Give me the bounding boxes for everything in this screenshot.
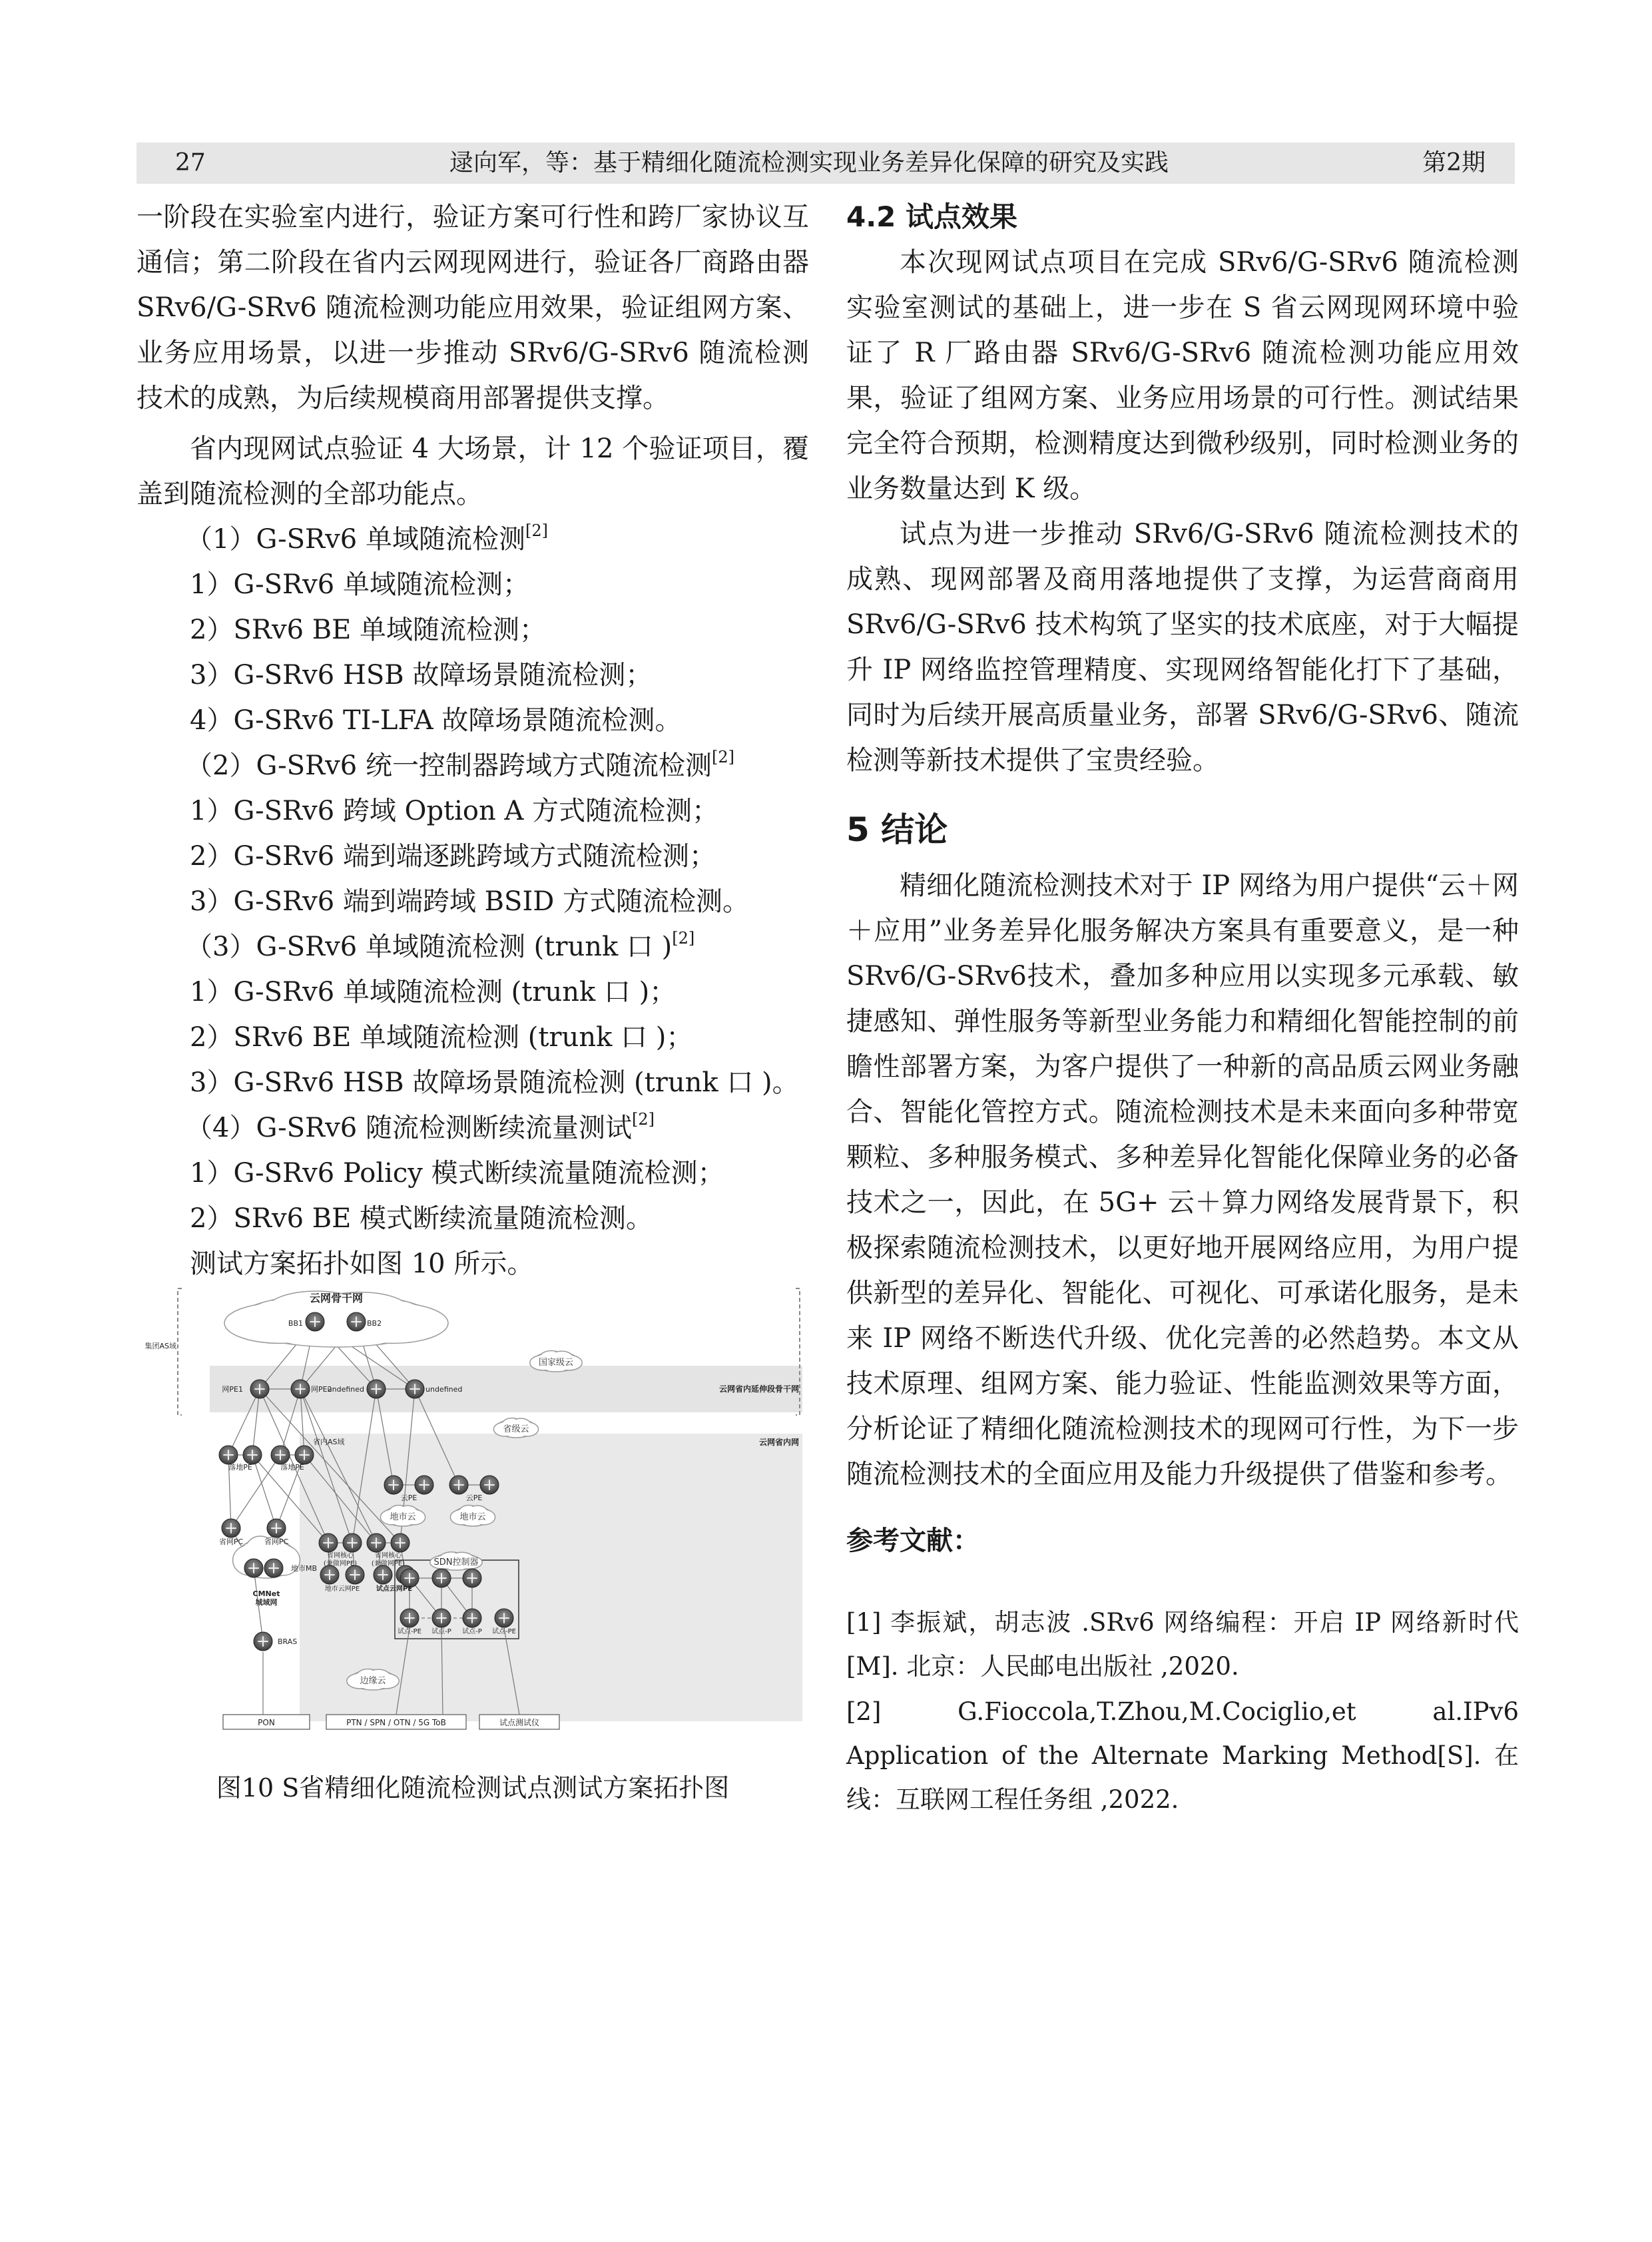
- diagram-label: PON: [258, 1718, 275, 1727]
- verification-item-list: [137, 517, 809, 1286]
- diagram-label: BRAS: [278, 1637, 298, 1646]
- router-icon: [367, 1534, 386, 1552]
- router-icon: [291, 1380, 310, 1398]
- verification-item-text: （1）G-SRv6 单域随流检测: [186, 524, 525, 555]
- router-icon: [319, 1534, 338, 1552]
- router-icon: [346, 1565, 364, 1584]
- diagram-label: (兼做网PE): [323, 1560, 358, 1567]
- verification-item-text: （2）G-SRv6 统一控制器跨域方式随流检测: [186, 750, 712, 781]
- running-title: 逯向军，等：基于精细化随流检测实现业务差异化保障的研究及实践: [449, 149, 1169, 176]
- verification-item: [137, 879, 809, 924]
- topology-diagram: [137, 1282, 809, 1748]
- verification-item: [137, 607, 809, 653]
- router-icon: [480, 1476, 499, 1494]
- router-icon: [243, 1446, 262, 1464]
- verification-item-text: 2）SRv6 BE 单域随流检测 (trunk 口 )；: [190, 1022, 693, 1053]
- diagram-label: 试点测试仪: [499, 1718, 540, 1727]
- verification-item: [137, 788, 809, 834]
- router-icon: [222, 1519, 240, 1538]
- reference-2: [2] G.Fioccola,T.Zhou,M.Cociglio,et al.IPv6 Application of the Alternate Marking Method[S]. 在线：互联网工程任务组 ,2022.: [846, 1697, 1519, 1814]
- diagram-label: 省网PC: [264, 1538, 289, 1546]
- verification-item: [137, 924, 809, 970]
- diagram-label: 省网核心: [375, 1552, 402, 1559]
- diagram-label: 云PE: [465, 1494, 483, 1502]
- diagram-label: 省网核心: [327, 1552, 354, 1559]
- router-icon: [343, 1534, 362, 1552]
- diagram-label: 试点云网PE: [376, 1585, 413, 1593]
- reference-1: [1] 李振斌，胡志波 .SRv6 网络编程：开启 IP 网络新时代 [M]. 北京：人民邮电出版社 ,2020.: [846, 1608, 1519, 1681]
- cloud-label: 国家级云: [538, 1358, 574, 1368]
- router-icon: [264, 1559, 283, 1577]
- citation-marker: [2]: [525, 521, 548, 540]
- router-icon: [406, 1380, 424, 1398]
- verification-item: [137, 1105, 809, 1151]
- diagram-label: undefined: [425, 1385, 463, 1394]
- router-icon: [495, 1609, 513, 1627]
- router-icon: [295, 1446, 314, 1464]
- diagram-label: 云网省内网: [758, 1438, 799, 1447]
- diagram-label: 网PE1: [222, 1385, 243, 1394]
- verification-item-text: （4）G-SRv6 随流检测断续流量测试: [186, 1113, 632, 1143]
- diagram-label: 城域网: [255, 1598, 278, 1607]
- router-icon: [432, 1609, 451, 1627]
- right-column: [846, 194, 1527, 1823]
- verification-item: [137, 1241, 809, 1286]
- diagram-label: 集团AS域: [144, 1342, 176, 1350]
- left-column: [137, 194, 818, 1286]
- diagram-label: PTN / SPN / OTN / 5G ToB: [346, 1718, 446, 1727]
- diagram-label: 试点-PE: [492, 1628, 516, 1635]
- paragraph-continued: 一阶段在实验室内进行，验证方案可行性和跨厂家协议互通信；第二阶段在省内云网现网进行，验证各厂商路由器 SRv6/G-SRv6 随流检测功能应用效果，验证组网方案、业务应用场景，以进一步推动 SRv6/G-SRv6 随流检测技术的成熟，为后续规模商用部署提供支撑。: [137, 202, 818, 414]
- verification-item-text: 3）G-SRv6 HSB 故障场景随流检测；: [190, 660, 653, 691]
- section-heading-4-2: 4.2 试点效果: [846, 200, 1018, 233]
- router-icon: [463, 1569, 481, 1587]
- router-icon: [384, 1476, 403, 1494]
- verification-item: [137, 743, 809, 788]
- diagram-label: 云PE: [400, 1494, 417, 1502]
- diagram-label: 网PE2: [311, 1385, 332, 1394]
- router-icon: [347, 1312, 366, 1331]
- group-as-bracket: [178, 1288, 182, 1415]
- diagram-label: 云网骨干网: [309, 1292, 364, 1304]
- router-icon: [254, 1632, 272, 1651]
- router-icon: [306, 1312, 324, 1331]
- verification-item: [137, 1060, 809, 1105]
- diagram-label: 地市云网PE: [324, 1585, 360, 1593]
- router-icon: [391, 1534, 410, 1552]
- router-icon: [267, 1519, 286, 1538]
- router-icon: [244, 1559, 263, 1577]
- router-icon: [320, 1565, 339, 1584]
- diagram-label: 落地PE: [280, 1463, 304, 1472]
- verification-item-text: 4）G-SRv6 TI-LFA 故障场景随流检测。: [190, 705, 682, 736]
- diagram-label: 试点-P: [431, 1628, 451, 1635]
- page-number: 27: [175, 149, 206, 176]
- verification-item: [137, 562, 809, 607]
- cloud-label: 地市云: [390, 1512, 416, 1522]
- cloud-label: 地市云: [459, 1512, 486, 1522]
- router-icon: [374, 1565, 392, 1584]
- verification-item: [137, 653, 809, 698]
- figure-caption: 图10 S省精细化随流检测试点测试方案拓扑图: [216, 1773, 730, 1803]
- verification-item: [137, 698, 809, 743]
- verification-item: [137, 517, 809, 562]
- citation-marker: [2]: [631, 1110, 655, 1129]
- router-icon: [432, 1569, 451, 1587]
- diagram-label: BB1: [288, 1319, 303, 1328]
- diagram-label: 落地PE: [228, 1463, 252, 1472]
- router-icon: [367, 1380, 386, 1398]
- verification-item-text: 3）G-SRv6 HSB 故障场景随流检测 (trunk 口 )。: [190, 1067, 799, 1098]
- diagram-label: undefined: [327, 1385, 364, 1394]
- diagram-label: BB2: [367, 1319, 382, 1328]
- router-icon: [400, 1569, 419, 1587]
- running-header: [137, 142, 1515, 184]
- paragraph-pilot-support: 试点为进一步推动 SRv6/G-SRv6 随流检测技术的成熟、现网部署及商用落地提供了支撑，为运营商商用 SRv6/G-SRv6 技术构筑了坚实的技术底座，对于大幅提升 IP 网络监控管理精度、实现网络智能化打下了基础，同时为后续开展高质量业务，部署 SRv6/G-SRv6、随流检测等新技术提供了宝贵经验。: [846, 519, 1527, 776]
- verification-item-text: 1）G-SRv6 跨域 Option A 方式随流检测；: [190, 796, 719, 826]
- section-heading-5: 5 结论: [846, 810, 948, 849]
- verification-item: [137, 834, 809, 879]
- issue-number: 第2期: [1422, 149, 1486, 176]
- citation-marker: [2]: [672, 929, 695, 948]
- verification-item: [137, 1151, 809, 1196]
- cloud-label: SDN控制器: [433, 1557, 479, 1567]
- verification-item-text: 2）SRv6 BE 模式断续流量随流检测。: [190, 1203, 653, 1234]
- paragraph-scenarios: 省内现网试点验证 4 大场景，计 12 个验证项目，覆盖到随流检测的全部功能点。: [137, 433, 809, 509]
- cloud-label: 省级云: [503, 1424, 529, 1434]
- verification-item: [137, 970, 809, 1015]
- diagram-label: 云网省内延伸段骨干网: [718, 1384, 799, 1394]
- verification-item: [137, 1015, 809, 1060]
- cloud-label: 边缘云: [360, 1676, 386, 1686]
- references-heading: 参考文献：: [846, 1526, 979, 1556]
- router-icon: [271, 1446, 290, 1464]
- verification-item-text: （3）G-SRv6 单域随流检测 (trunk 口 ): [186, 932, 673, 962]
- verification-item-text: 3）G-SRv6 端到端跨域 BSID 方式随流检测。: [190, 886, 750, 917]
- verification-item-text: 2）G-SRv6 端到端逐跳跨域方式随流检测；: [190, 841, 716, 872]
- router-icon: [415, 1476, 433, 1494]
- router-icon: [463, 1609, 481, 1627]
- diagram-label: 试点-PE: [398, 1628, 421, 1635]
- diagram-label: 省内AS域: [313, 1438, 345, 1446]
- router-icon: [400, 1609, 419, 1627]
- paragraph-conclusion: 精细化随流检测技术对于 IP 网络为用户提供“云＋网＋应用”业务差异化服务解决方案具有重要意义，是一种SRv6/G-SRv6技术，叠加多种应用以实现多元承载、敏捷感知、弹性服务等新型业务能力和精细化智能控制的前瞻性部署方案，为客户提供了一种新的高品质云网业务融合、智能化管控方式。随流检测技术是未来面向多种带宽颗粒、多种服务模式、多种差异化智能化保障业务的必备技术之一，因此，在 5G+ 云＋算力网络发展背景下，积极探索随流检测技术，以更好地开展网络应用，为用户提供新型的差异化、智能化、可视化、可承诺化服务，是未来 IP 网络不断迭代升级、优化完善的必然趋势。本文从技术原理、组网方案、能力验证、性能监测效果等方面，分析论证了精细化随流检测技术的现网可行性，为下一步随流检测技术的全面应用及能力升级提供了借鉴和参考。: [846, 870, 1519, 1490]
- diagram-label: 地市MB: [291, 1564, 318, 1573]
- verification-item: [137, 1196, 809, 1241]
- verification-item-text: 1）G-SRv6 单域随流检测 (trunk 口 )；: [190, 977, 677, 1007]
- router-icon: [449, 1476, 468, 1494]
- router-icon: [219, 1446, 238, 1464]
- diagram-label: 省网PC: [218, 1538, 244, 1546]
- verification-item-text: 2）SRv6 BE 单域随流检测；: [190, 615, 547, 645]
- topology-figure: [137, 1282, 809, 1748]
- diagram-label: (兼做网PE): [371, 1560, 406, 1567]
- citation-marker: [2]: [711, 748, 734, 766]
- verification-item-text: 1）G-SRv6 单域随流检测；: [190, 569, 529, 600]
- router-icon: [250, 1380, 269, 1398]
- diagram-label: 试点-P: [462, 1628, 482, 1635]
- diagram-label: CMNet: [252, 1589, 280, 1598]
- paragraph-pilot-effect: 本次现网试点项目在完成 SRv6/G-SRv6 随流检测实验室测试的基础上，进一步在 S 省云网现网环境中验证了 R 厂路由器 SRv6/G-SRv6 随流检测功能应用效果，验证了组网方案、业务应用场景的可行性。测试结果完全符合预期，检测精度达到微秒级别，同时检测业务的业务数量达到 K 级。: [846, 247, 1519, 504]
- verification-item-text: 测试方案拓扑如图 10 所示。: [190, 1249, 534, 1279]
- verification-item-text: 1）G-SRv6 Policy 模式断续流量随流检测；: [190, 1158, 724, 1189]
